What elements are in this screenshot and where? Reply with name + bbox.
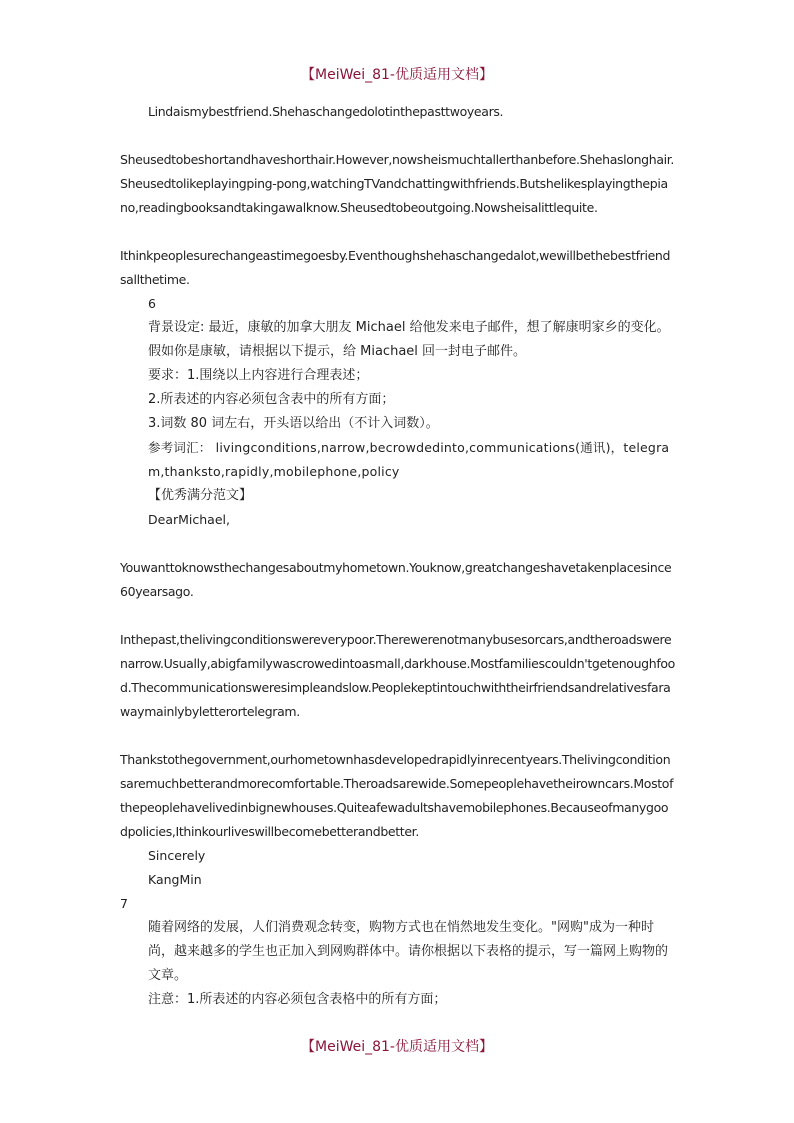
- reference-vocabulary: 参考词汇： livingconditions,narrow,becrowdedinto,communications(通讯)，telegram,thanksto,rapidly,mobilephone,policy: [148, 440, 670, 479]
- blank-line: [120, 124, 675, 148]
- blank-line: [120, 532, 675, 556]
- email-salutation: DearMichael,: [148, 512, 230, 527]
- blank-line: [120, 724, 675, 748]
- email-paragraph-2: Inthepast,thelivingconditionswereverypoor.Therewerenotmanybusesorcars,andtheroadswerenarrow.Usually,abigfamilywascrowedintoasmall,darkhouse.Mostfamiliescouldn'tgetenoughfood.Thecommunicationsweresimpleandslow.Peoplekeptintouchwiththeirfriendsandrelativesfarawaymainlybyletterortelegram.: [120, 632, 675, 719]
- paragraph-intro: Lindaismybestfriend.Shehaschangedolotinthepasttwoyears.: [148, 104, 504, 119]
- paragraph-conclusion: Ithinkpeoplesurechangeastimegoesby.Eventhoughshehaschangedalot,wewillbethebestfriendsallthetime.: [120, 248, 671, 287]
- task-note-1: 注意：1.所表述的内容必须包含表格中的所有方面；: [148, 992, 447, 1007]
- question-number-7: 7: [120, 896, 128, 911]
- blank-line: [120, 220, 675, 244]
- page-header: 【MeiWei_81-优质适用文档】: [301, 67, 493, 83]
- document-body: [120, 100, 675, 1012]
- requirement-3: 3.词数 80 词左右，开头语以给出（不计入词数）。: [148, 416, 439, 431]
- requirement-2: 2.所表述的内容必须包含表中的所有方面；: [148, 392, 395, 407]
- task-prompt-7: 随着网络的发展，人们消费观念转变，购物方式也在悄然地发生变化。"网购"成为一种时尚，越来越多的学生也正加入到网购群体中。请你根据以下表格的提示，写一篇网上购物的文章。: [148, 920, 669, 983]
- question-number-6: 6: [148, 296, 156, 311]
- email-closing: Sincerely: [148, 848, 206, 863]
- requirement-1: 要求：1.围绕以上内容进行合理表述；: [148, 368, 369, 383]
- paragraph-appearance: Sheusedtobeshortandhaveshorthair.However,nowsheismuchtallerthanbefore.Shehaslonghair.Sheusedtolikeplayingping-pong,watchingTVandchattingwithfriends.Butshelikesplayingthepiano,readingbooksandtakingawalknow.Sheusedtobeoutgoing.Nowsheisalittlequite.: [120, 152, 675, 215]
- page-footer: 【MeiWei_81-优质适用文档】: [301, 1039, 493, 1055]
- email-signature: KangMin: [148, 872, 202, 887]
- email-paragraph-1: Youwanttoknowsthechangesaboutmyhometown.Youknow,greatchangeshavetakenplacesince60yearsago.: [120, 560, 672, 599]
- email-paragraph-3: Thankstothegovernment,ourhometownhasdevelopedrapidlyinrecentyears.Thelivingconditionsaremuchbetterandmorecomfortable.Theroadsarewide.Somepeoplehavetheirowncars.Mostofthepeoplehavelivedinbignewhouses.Quiteafewadultshavemobilephones.Becauseofmanygoodpolicies,Ithinkourliveswillbecomebetterandbetter.: [120, 752, 674, 839]
- blank-line: [120, 604, 675, 628]
- task-background: 背景设定: 最近，康敏的加拿大朋友 Michael 给他发来电子邮件，想了解康明家乡的变化。假如你是康敏，请根据以下提示，给 Miachael 回一封电子邮件。: [148, 320, 670, 359]
- model-essay-title: 【优秀满分范文】: [148, 488, 253, 503]
